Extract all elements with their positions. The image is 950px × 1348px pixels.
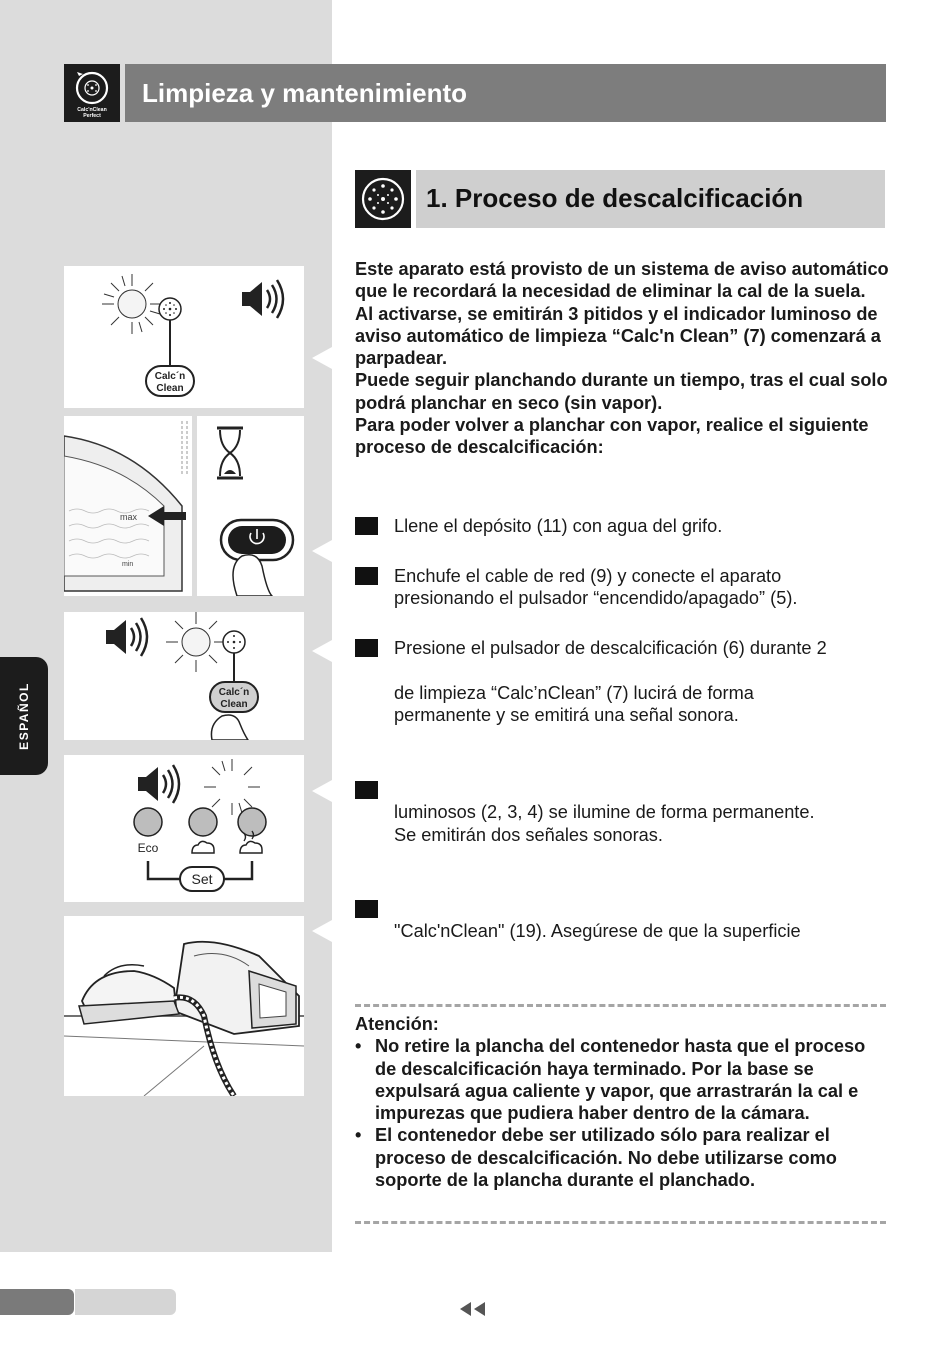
step-line: "Calc'nClean" (19). Asegúrese de que la superficie xyxy=(394,921,801,942)
attention-title: Atención: xyxy=(355,1014,439,1034)
header-icon-text-1: Calc'nClean xyxy=(77,107,107,113)
attention-item: • El contenedor debe ser utilizado sólo para realizar el proceso de descalcificación. No debe utilizarse como soporte de la plancha durante el planchado. xyxy=(355,1124,890,1191)
language-label: ESPAÑOL xyxy=(17,682,31,750)
calc-label-2: Clean xyxy=(220,699,248,710)
hourglass-icon xyxy=(217,428,243,478)
speaker-icon xyxy=(242,280,283,318)
illustration-iron-on-container xyxy=(64,916,304,1096)
illustration-power-on xyxy=(197,416,304,596)
double-left-arrow-icon[interactable] xyxy=(460,1301,488,1322)
language-tab xyxy=(0,657,48,775)
illustration-fill-tank xyxy=(64,416,192,596)
intro-paragraph: Puede seguir planchando durante un tiempo, tras el cual solo podrá planchar en seco (sin vapor). xyxy=(355,370,888,413)
speaker-icon xyxy=(106,618,147,656)
step-line: presionando el pulsador “encendido/apagado” (5). xyxy=(394,588,798,609)
flashing-light-icon xyxy=(204,759,260,815)
step-marker xyxy=(355,781,378,799)
steam-low-icon xyxy=(192,841,214,853)
page-tab xyxy=(75,1289,176,1315)
attention-box xyxy=(355,1013,890,1191)
step-line xyxy=(394,779,894,801)
divider xyxy=(355,1004,886,1007)
page-title: Limpieza y mantenimiento xyxy=(142,78,468,108)
step-line: luminosos (2, 3, 4) se ilumine de forma permanente. xyxy=(394,802,815,823)
step-line: Enchufe el cable de red (9) y conecte el aparato xyxy=(394,566,782,586)
eco-indicator xyxy=(134,808,162,836)
divider xyxy=(355,1221,886,1224)
intro-paragraph: Para poder volver a planchar con vapor, realice el siguiente proceso de descalcificación: xyxy=(355,415,869,458)
descaling-icon xyxy=(355,170,411,228)
step-line xyxy=(394,659,894,681)
calcnclean-perfect-icon xyxy=(64,64,120,122)
step-marker xyxy=(355,567,378,585)
intro-paragraph: Al activarse, se emitirán 3 pitidos y el indicador luminoso de aviso automático de limpieza “Calc'n Clean” (7) comenzará a parpadear. xyxy=(355,303,881,369)
step-marker xyxy=(355,639,378,657)
step-marker xyxy=(355,900,378,918)
section-title: 1. Proceso de descalcificación xyxy=(426,183,804,213)
max-label: max xyxy=(120,512,138,522)
page-tab xyxy=(0,1289,74,1315)
illustration-steam-lights xyxy=(64,755,304,902)
step-marker xyxy=(355,517,378,535)
steam-high-icon xyxy=(240,841,262,853)
section-title-bar xyxy=(416,170,885,228)
min-label: min xyxy=(122,561,134,568)
step-line: Presione el pulsador de descalcificación (6) durante 2 xyxy=(394,638,827,658)
section-header-bar xyxy=(125,64,886,122)
attention-item: • No retire la plancha del contenedor hasta que el proceso de descalcificación haya terminado. Por la base se expulsará agua caliente y vapor, que arrastrarán la cal e impurezas que pudiera haber dentro de la cámara. xyxy=(355,1035,890,1124)
illustration-press-calcnclean xyxy=(64,612,304,740)
eco-label: Eco xyxy=(137,841,159,855)
steam-generator-base xyxy=(174,942,299,1034)
speaker-icon xyxy=(138,765,179,803)
illustration-warning-light xyxy=(64,266,304,408)
step-line xyxy=(394,898,894,920)
step-line: de limpieza “Calc’nClean” (7) lucirá de forma xyxy=(394,682,754,703)
header-icon-text-2: Perfect xyxy=(83,113,101,119)
panel-pointer xyxy=(312,640,332,662)
panel-pointer xyxy=(312,347,332,369)
set-label: Set xyxy=(191,871,213,887)
calc-label-1: Calc´n xyxy=(154,371,186,382)
steam-low-indicator xyxy=(189,808,217,836)
panel-pointer xyxy=(312,920,332,942)
intro-paragraph: Este aparato está provisto de un sistema de aviso automático que le recordará la necesidad de eliminar la cal de la suela. xyxy=(355,259,889,302)
iron-icon xyxy=(79,965,179,1024)
calc-label-1: Calc´n xyxy=(218,687,250,698)
panel-pointer xyxy=(312,780,332,802)
intro-text xyxy=(355,258,890,459)
step-line: permanente y se emitirá una señal sonora. xyxy=(394,704,739,725)
panel-pointer xyxy=(312,540,332,562)
finger-icon xyxy=(211,715,248,740)
calc-label-2: Clean xyxy=(156,383,184,394)
step-line: Llene el depósito (11) con agua del grifo. xyxy=(394,516,723,536)
step-line: Se emitirán dos señales sonoras. xyxy=(394,824,663,845)
